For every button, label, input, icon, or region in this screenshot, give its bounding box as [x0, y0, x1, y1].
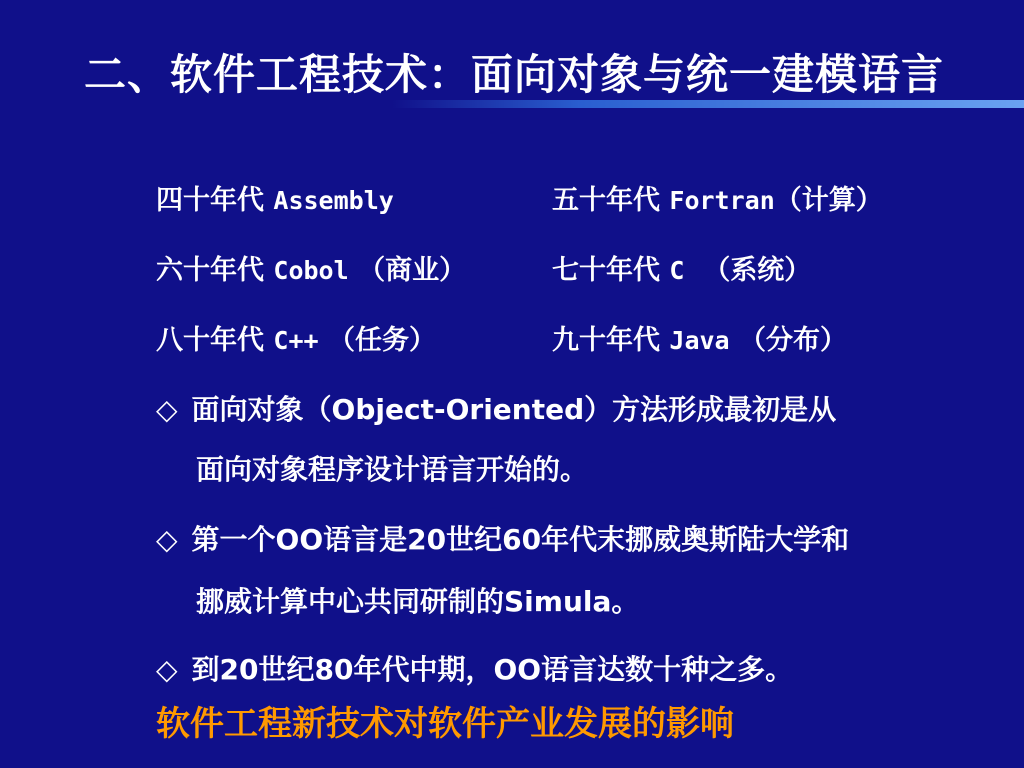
era-row-2-right [552, 248, 811, 287]
era-row-3-left [156, 318, 436, 357]
era-language: Cobol [273, 256, 349, 285]
era-note: （系统） [703, 255, 812, 286]
bullet-item-2 [156, 518, 849, 558]
slide-title: 二、软件工程技术：面向对象与统一建模语言 [84, 50, 945, 99]
bullet-text: 面向对象（Object-Oriented）方法形成最初是从 [191, 393, 837, 426]
era-decade: 六十年代 [156, 255, 264, 286]
era-language: Fortran [669, 186, 775, 215]
era-language: C [669, 256, 685, 285]
era-note: （计算） [774, 185, 883, 216]
bullet-text: 到20世纪80年代中期，OO语言达数十种之多。 [191, 653, 794, 686]
era-row-1-left [156, 178, 394, 217]
bullet-item-3 [156, 648, 793, 688]
bullet-item-2-continuation: 挪威计算中心共同研制的Simula。 [196, 585, 640, 618]
era-language: Assembly [273, 186, 394, 215]
diamond-bullet-icon: ◇ [156, 393, 178, 426]
era-decade: 五十年代 [552, 185, 660, 216]
era-decade: 九十年代 [552, 325, 660, 356]
era-language: C++ [273, 326, 319, 355]
era-decade: 八十年代 [156, 325, 264, 356]
title-underline [392, 100, 1024, 108]
era-language: Java [669, 326, 730, 355]
era-note: （商业） [358, 255, 467, 286]
era-row-2-left [156, 248, 466, 287]
era-note: （分布） [739, 325, 848, 356]
diamond-bullet-icon: ◇ [156, 523, 178, 556]
bullet-item-1-continuation: 面向对象程序设计语言开始的。 [196, 453, 589, 486]
bullet-item-1 [156, 388, 836, 428]
era-row-3-right [552, 318, 847, 357]
bullet-text: 第一个OO语言是20世纪60年代末挪威奥斯陆大学和 [191, 523, 850, 556]
footer-heading: 软件工程新技术对软件产业发展的影响 [156, 704, 734, 744]
era-note: （任务） [327, 325, 436, 356]
diamond-bullet-icon: ◇ [156, 653, 178, 686]
era-row-1-right [552, 178, 883, 217]
era-decade: 七十年代 [552, 255, 660, 286]
era-decade: 四十年代 [156, 185, 264, 216]
